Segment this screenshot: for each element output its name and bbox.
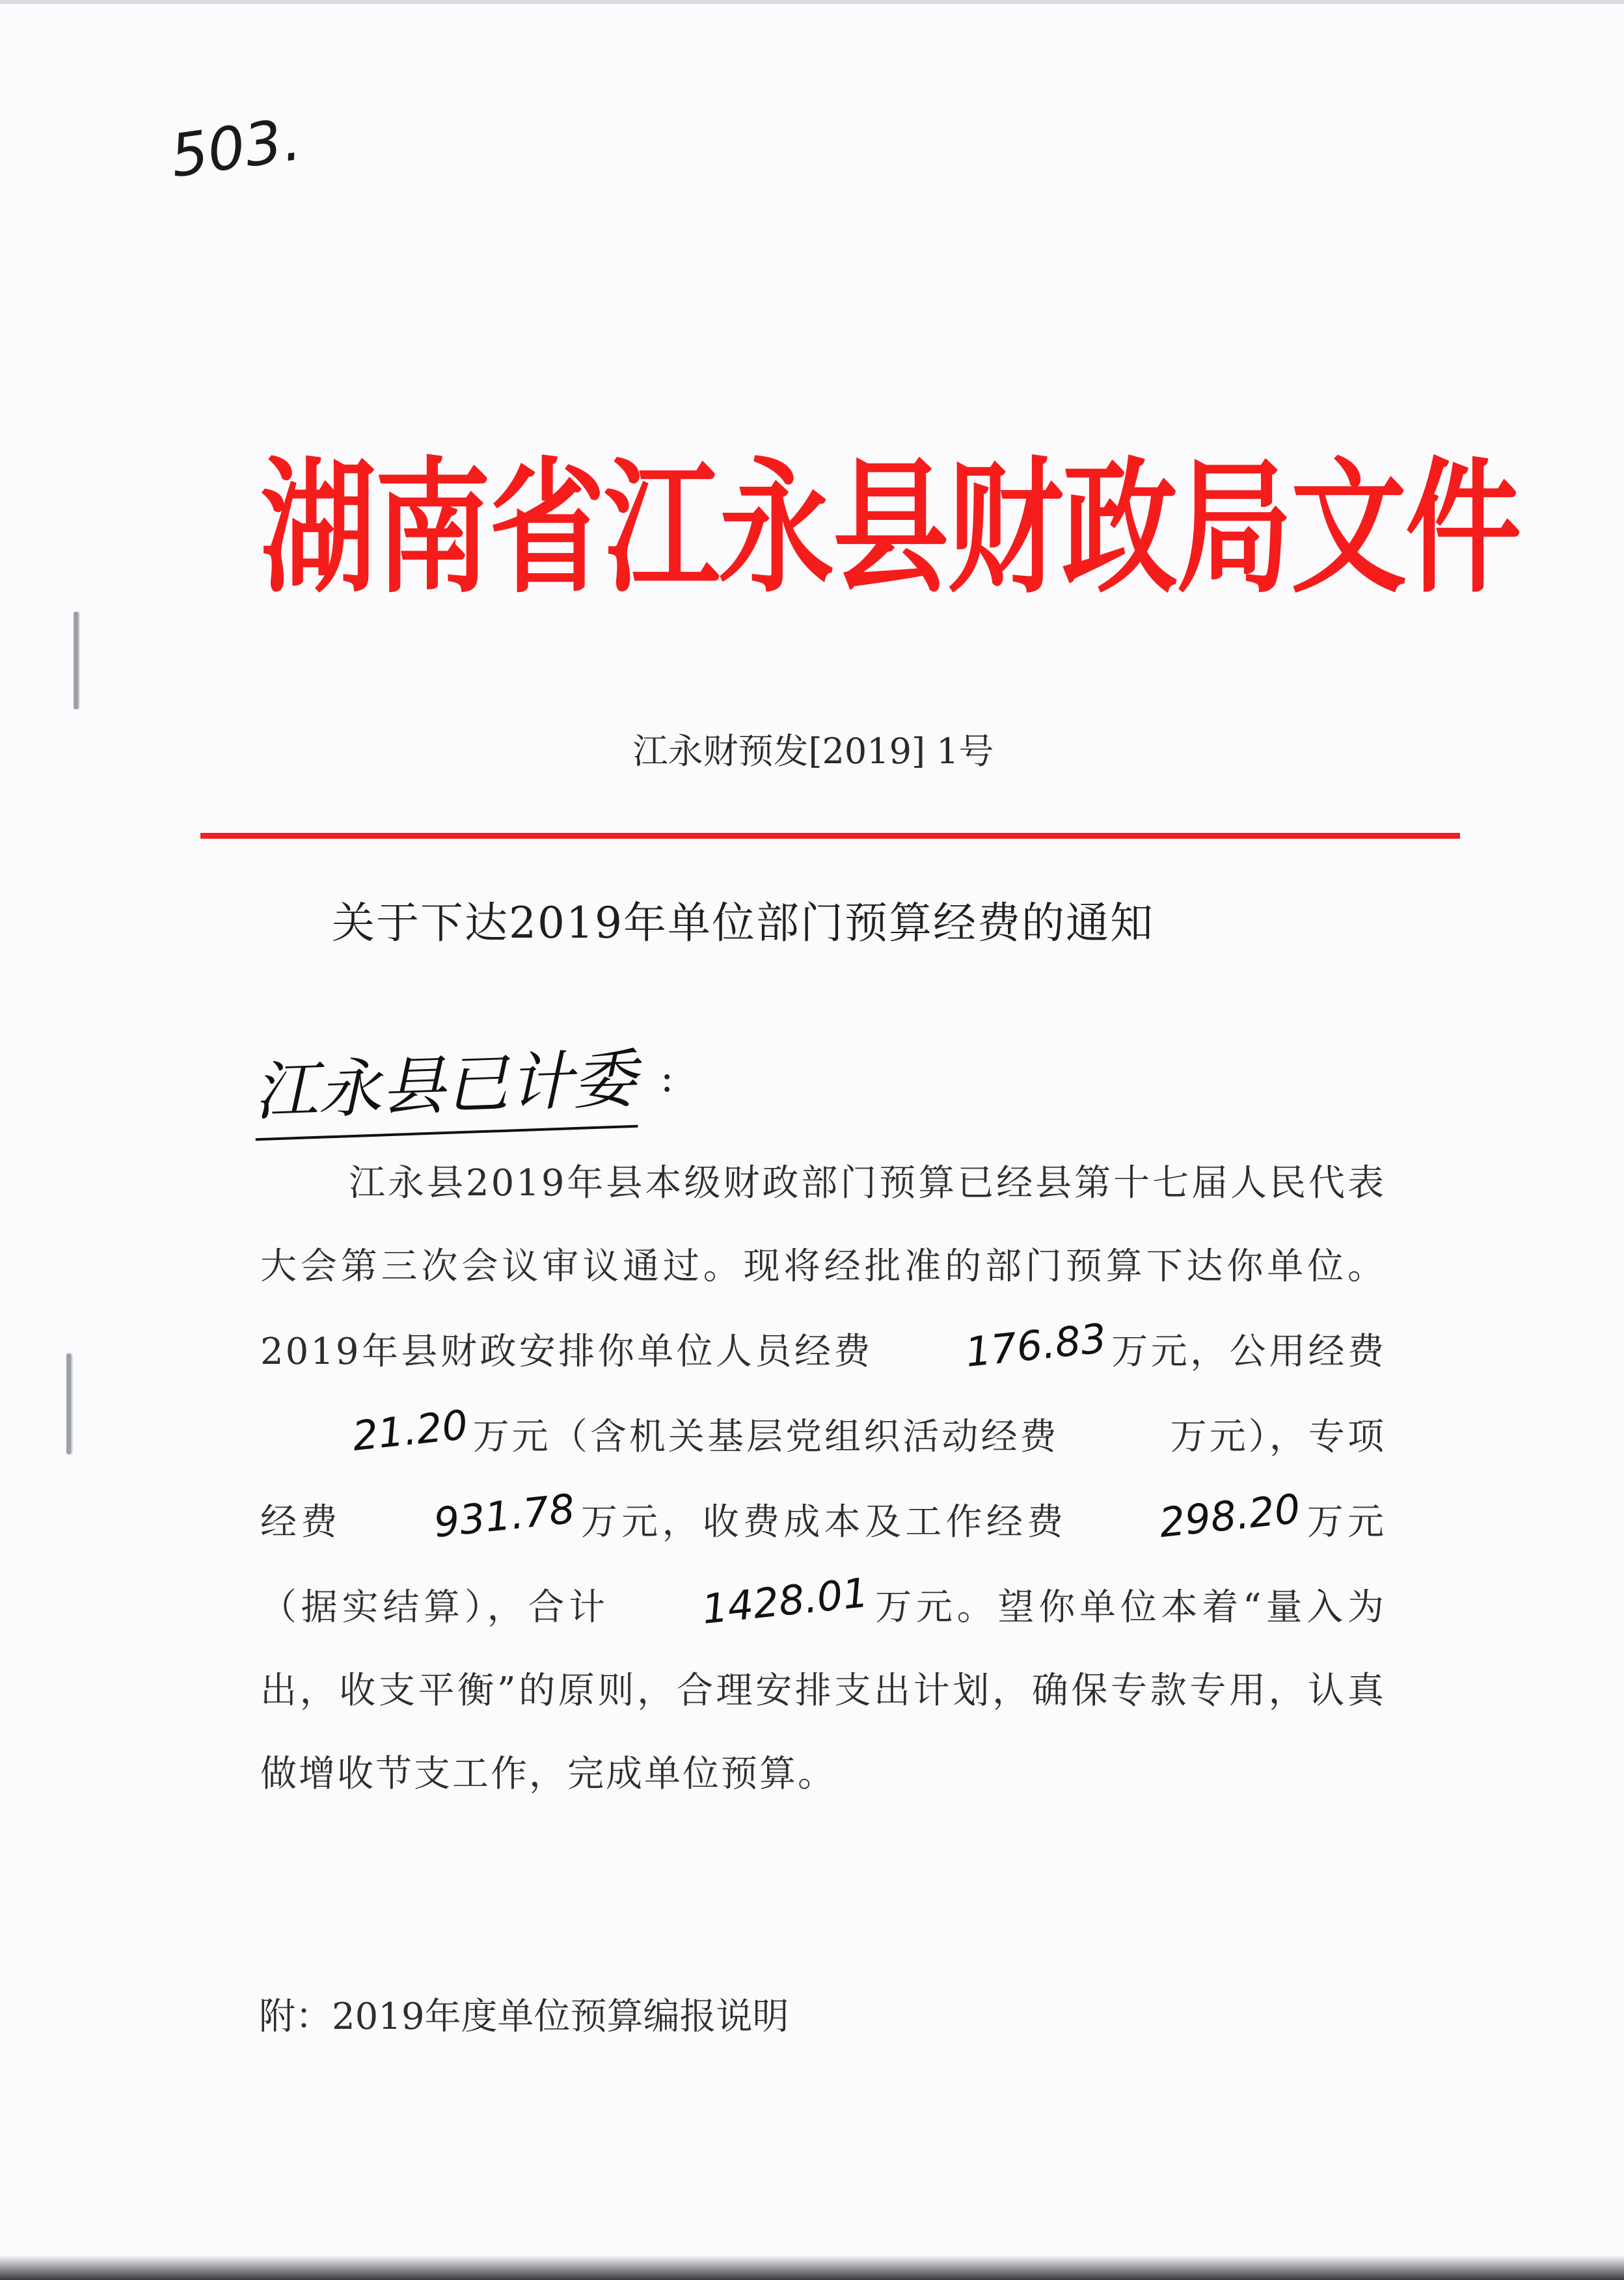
scan-edge-bottom bbox=[0, 2255, 1624, 2280]
document-header-title: 湖南省江永县财政局文件 bbox=[260, 444, 1520, 613]
body-text: 万元（含机关基层党组织活动经费 bbox=[472, 1416, 1059, 1458]
staple bbox=[66, 1353, 71, 1454]
body-text: 万元，收费成本及工作经费 bbox=[578, 1501, 1068, 1543]
special-amount-handwritten: 931.78 bbox=[431, 1484, 577, 1547]
personnel-amount-handwritten: 176.83 bbox=[963, 1314, 1109, 1377]
attachment-note: 附：2019年度单位预算编报说明 bbox=[259, 1996, 789, 2038]
notice-body bbox=[260, 1142, 1386, 1816]
body-text: 万元（据实结算），合计 bbox=[260, 1501, 1387, 1629]
addressee-handwritten: 江永县已计委 bbox=[252, 1028, 638, 1141]
handwritten-page-number: 503. bbox=[166, 105, 305, 191]
document-number: 江永财预发[2019] 1号 bbox=[632, 731, 994, 772]
body-text: 万元，公用经费 bbox=[1110, 1331, 1387, 1373]
body-text: 万元。望你单位本着“量入为出，收支平衡”的原则，合理安排支出计划，确保专款专用，认真做增收节支工作，完成单位预算。 bbox=[260, 1586, 1386, 1795]
addressee-colon: : bbox=[660, 1055, 674, 1101]
notice-title: 关于下达2019年单位部门预算经费的通知 bbox=[332, 898, 1154, 948]
body-text: 万元），专项经费 bbox=[260, 1416, 1387, 1543]
total-amount-handwritten: 1428.01 bbox=[699, 1568, 871, 1634]
body-text: 江永县2019年县本级财政部门预算已经县第十七届人民代表大会第三次会议审议通过。现将经批准的部门预算下达你单位。2019年县财政安排你单位人员经费 bbox=[260, 1162, 1386, 1373]
scan-edge-top bbox=[0, 0, 1624, 4]
body-paragraph bbox=[260, 1142, 1386, 1816]
staple bbox=[74, 612, 78, 709]
public-amount-handwritten: 21.20 bbox=[350, 1400, 470, 1460]
red-divider bbox=[200, 833, 1460, 839]
fee-amount-handwritten: 298.20 bbox=[1157, 1484, 1303, 1547]
